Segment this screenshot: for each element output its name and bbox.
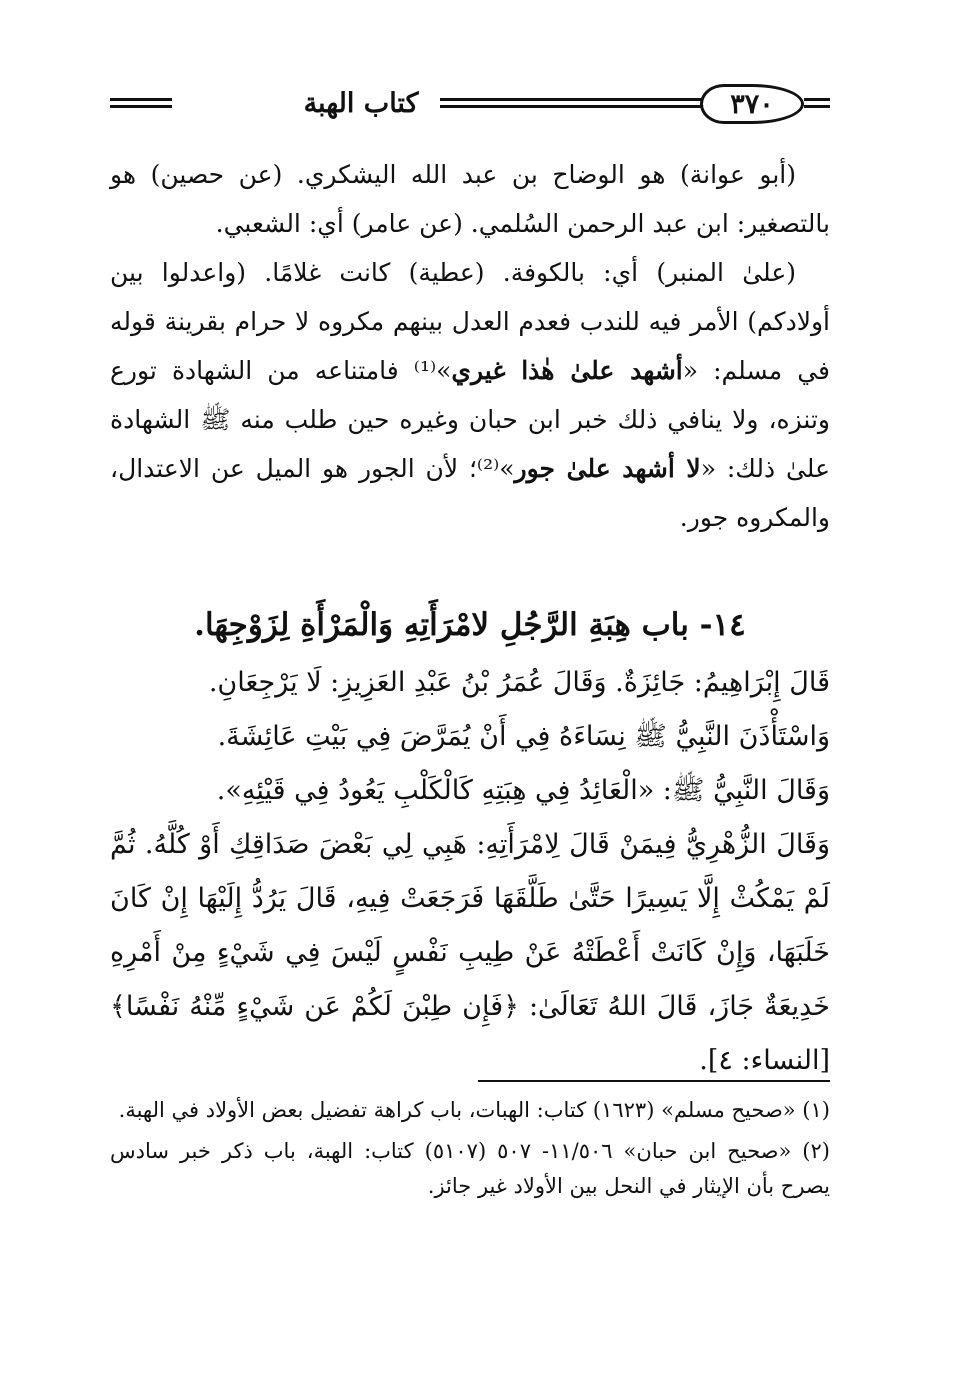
footnote-1: (١) «صحيح مسلم» (١٦٢٣) كتاب: الهبات، باب كراهة تفضيل بعض الأولاد في الهبة. [118, 1098, 830, 1122]
hadith-text [110, 656, 830, 1088]
commentary-text-span: »⁽¹⁾ فامتناعه من الشهادة تورع وتنزه، ولا ينافي ذلك خبر ابن حبان وغيره حين طلب منه ﷺ الشهادة علىٰ ذلك: « [110, 356, 830, 483]
footnote-separator [478, 1080, 830, 1082]
commentary-paragraph-2 [110, 248, 830, 542]
header-rule-middle [440, 98, 702, 108]
hadith-line: وَاسْتَأْذَنَ النَّبِيُّ ﷺ نِسَاءَهُ فِي أَنْ يُمَرَّضَ فِي بَيْتِ عَائِشَةَ. [217, 721, 830, 752]
footnotes [110, 1093, 830, 1210]
footnote-2: (٢) «صحيح ابن حبان» ١١/٥٠٦- ٥٠٧ (٥١٠٧) كتاب: الهبة، باب ذكر خبر سادس يصرح بأن الإيثار في النحل بين الأولاد غير جائز. [110, 1139, 830, 1198]
book-title: كتاب الهبة [303, 88, 419, 119]
hadith-quote: أشهد علىٰ هٰذا غيري [451, 356, 683, 385]
hadith-line: وَقَالَ النَّبِيُّ ﷺ: «الْعَائِدُ فِي هِبَتِهِ كَالْكَلْبِ يَعُودُ فِي قَيْئِهِ». [216, 775, 830, 806]
commentary-text-span: »⁽²⁾؛ لأن الجور هو الميل عن الاعتدال، والمكروه جور. [110, 454, 830, 532]
header-rule-right [804, 98, 830, 108]
header-rule-left [110, 98, 172, 108]
commentary-paragraph-1: (أبو عوانة) هو الوضاح بن عبد الله اليشكري. (عن حصين) هو بالتصغير: ابن عبد الرحمن السُلمي. (عن عامر) أي: الشعبي. [110, 160, 830, 238]
chapter-title: ١٤- باب هِبَةِ الرَّجُلِ لامْرَأَتِهِ وَالْمَرْأَةِ لِزَوْجِهَا. [194, 607, 746, 643]
hadith-line: قَالَ إِبْرَاهِيمُ: جَائِزَةٌ. وَقَالَ عُمَرُ بْنُ عَبْدِ العَزِيزِ: لَا يَرْجِعَانِ. [208, 667, 830, 698]
hadith-quote: لا أشهد علىٰ جور [514, 454, 701, 483]
hadith-line: وَقَالَ الزُّهْرِيُّ فِيمَنْ قَالَ لِامْرَأَتِهِ: هَبِي لِي بَعْضَ صَدَاقِكِ أَوْ كُلَّهُ. ثُمَّ لَمْ يَمْكُثْ إِلَّا يَسِيرًا حَتَّىٰ طَلَّقَهَا فَرَجَعَتْ فِيهِ، قَالَ يَرُدُّ إِلَيْهَا إِنْ كَانَ خَلَبَهَا، وَإِنْ كَانَتْ أَعْطَتْهُ عَنْ طِيبِ نَفْسٍ لَيْسَ فِي شَيْءٍ مِنْ أَمْرِهِ خَدِيعَةٌ جَازَ، قَالَ اللهُ تَعَالَىٰ: ﴿فَإِن طِبْنَ لَكُمْ عَن شَيْءٍ مِّنْهُ نَفْسًا﴾ [النساء: ٤]. [110, 829, 830, 1076]
commentary-text [110, 150, 830, 542]
commentary-text-span: (علىٰ المنبر) أي: بالكوفة. (عطية) كانت غلامًا. (واعدلوا بين أولادكم) الأمر فيه للندب فعدم العدل بينهم مكروه لا حرام بقرينة قوله في مسلم: « [110, 258, 830, 385]
running-header [110, 80, 830, 130]
page-number: ٣٧٠ [700, 84, 804, 124]
